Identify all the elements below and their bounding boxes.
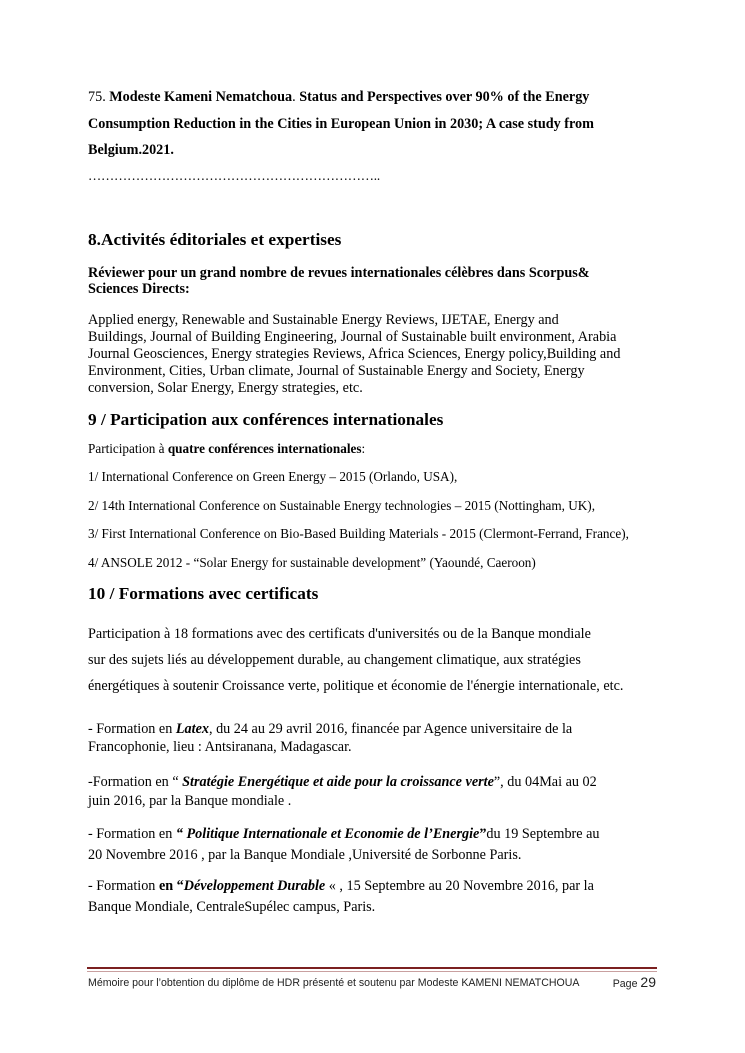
conference-item-3: 3/ First International Conference on Bio-Based Building Materials - 2015 (Clermont-Ferrand, France), xyxy=(88,526,629,541)
formation-2-prefix: -Formation en “ xyxy=(88,774,183,790)
page-number: 29 xyxy=(640,974,656,990)
pub75-sep: . xyxy=(292,89,296,105)
pub75-title-2: Consumption Reduction in the Cities in European Union in 2030; A case study from xyxy=(88,116,594,132)
formation-1-line-2: Francophonie, lieu : Antsiranana, Madagascar. xyxy=(88,739,352,755)
conferences-intro-suffix: : xyxy=(361,441,366,456)
formation-3-line-1 xyxy=(88,826,600,843)
formation-3-title: “ Politique Internationale et Economie de l’Energie xyxy=(175,826,480,842)
formation-3-prefix: - Formation en xyxy=(88,826,176,842)
formation-3-quote: ” xyxy=(479,826,487,842)
reviewer-line-1: Réviewer pour un grand nombre de revues internationales célèbres dans Scorpus& xyxy=(88,265,590,281)
formation-2-title: Stratégie Energétique et aide pour la croissance verte xyxy=(182,774,494,790)
formation-1-line-1 xyxy=(88,721,572,738)
journals-line-4: Environment, Cities, Urban climate, Journal of Sustainable Energy and Society, Energy xyxy=(88,363,585,379)
formations-intro-2: sur des sujets liés au développement durable, au changement climatique, aux stratégies xyxy=(88,652,581,668)
formation-4-details: « , 15 Septembre au 20 Novembre 2016, par la xyxy=(325,878,594,894)
footer-text: Mémoire pour l’obtention du diplôme de HDR présenté et soutenu par Modeste KAMENI NEMATCHOUA xyxy=(88,977,580,989)
formation-1-details: , du 24 au 29 avril 2016, financée par Agence universitaire de la xyxy=(208,721,573,737)
formation-3-details: du 19 Septembre au xyxy=(486,826,600,842)
pub75-title-1: Status and Perspectives over 90% of the Energy xyxy=(299,89,590,105)
conference-item-2: 2/ 14th International Conference on Sustainable Energy technologies – 2015 (Nottingham, UK), xyxy=(88,498,595,513)
pub75-title-3: Belgium.2021. xyxy=(88,142,174,158)
journals-line-1: Applied energy, Renewable and Sustainable Energy Reviews, IJETAE, Energy and xyxy=(88,312,559,328)
page-footer xyxy=(88,974,656,990)
formation-1-title: Latex xyxy=(175,721,209,737)
formation-3-line-2: 20 Novembre 2016 , par la Banque Mondiale ,Université de Sorbonne Paris. xyxy=(88,847,522,863)
footer-rule-thin xyxy=(87,971,657,972)
formation-2-line-2: juin 2016, par la Banque mondiale . xyxy=(88,793,292,809)
conferences-intro-prefix: Participation à xyxy=(88,441,168,456)
formation-4-en: en “ xyxy=(158,878,184,894)
formation-4-title: Développement Durable xyxy=(183,878,326,894)
page-label: Page xyxy=(612,978,638,990)
formation-4-line-2: Banque Mondiale, CentraleSupélec campus, Paris. xyxy=(88,899,376,915)
conferences-intro xyxy=(88,441,365,457)
section-8-heading: 8.Activités éditoriales et expertises xyxy=(88,230,342,249)
journals-line-5: conversion, Solar Energy, Energy strategies, etc. xyxy=(88,380,363,396)
formation-2-line-1 xyxy=(88,774,597,791)
conference-item-4: 4/ ANSOLE 2012 - “Solar Energy for sustainable development” (Yaoundé, Caeroon) xyxy=(88,555,536,570)
pub75-ellipsis: ………………………………………………………….. xyxy=(88,168,380,183)
conference-item-1: 1/ International Conference on Green Energy – 2015 (Orlando, USA), xyxy=(88,469,458,484)
formation-4-line-1 xyxy=(88,878,594,895)
section-9-heading: 9 / Participation aux conférences internationales xyxy=(88,410,444,429)
reviewer-line-2: Sciences Directs: xyxy=(88,281,190,297)
formations-intro-3: énergétiques à soutenir Croissance verte, politique et économie de l'énergie internationale, etc. xyxy=(88,678,624,694)
formation-4-prefix: - Formation xyxy=(88,878,159,894)
formation-2-details: ”, du 04Mai au 02 xyxy=(493,774,597,790)
journals-line-3: Journal Geosciences, Energy strategies Reviews, Africa Sciences, Energy policy,Building and xyxy=(88,346,621,362)
pub75-number: 75. xyxy=(88,89,106,105)
page-indicator xyxy=(613,974,656,990)
pub75-author: Modeste Kameni Nematchoua xyxy=(109,89,293,105)
conferences-intro-bold: quatre conférences internationales xyxy=(167,441,362,456)
formations-intro-1: Participation à 18 formations avec des certificats d'universités ou de la Banque mondiale xyxy=(88,626,591,642)
section-10-heading: 10 / Formations avec certificats xyxy=(88,584,319,603)
pub75-line1 xyxy=(88,89,589,106)
journals-line-2: Buildings, Journal of Building Engineering, Journal of Sustainable built environment, Arabia xyxy=(88,329,617,345)
formation-1-prefix: - Formation en xyxy=(88,721,176,737)
footer-rule xyxy=(87,967,657,969)
